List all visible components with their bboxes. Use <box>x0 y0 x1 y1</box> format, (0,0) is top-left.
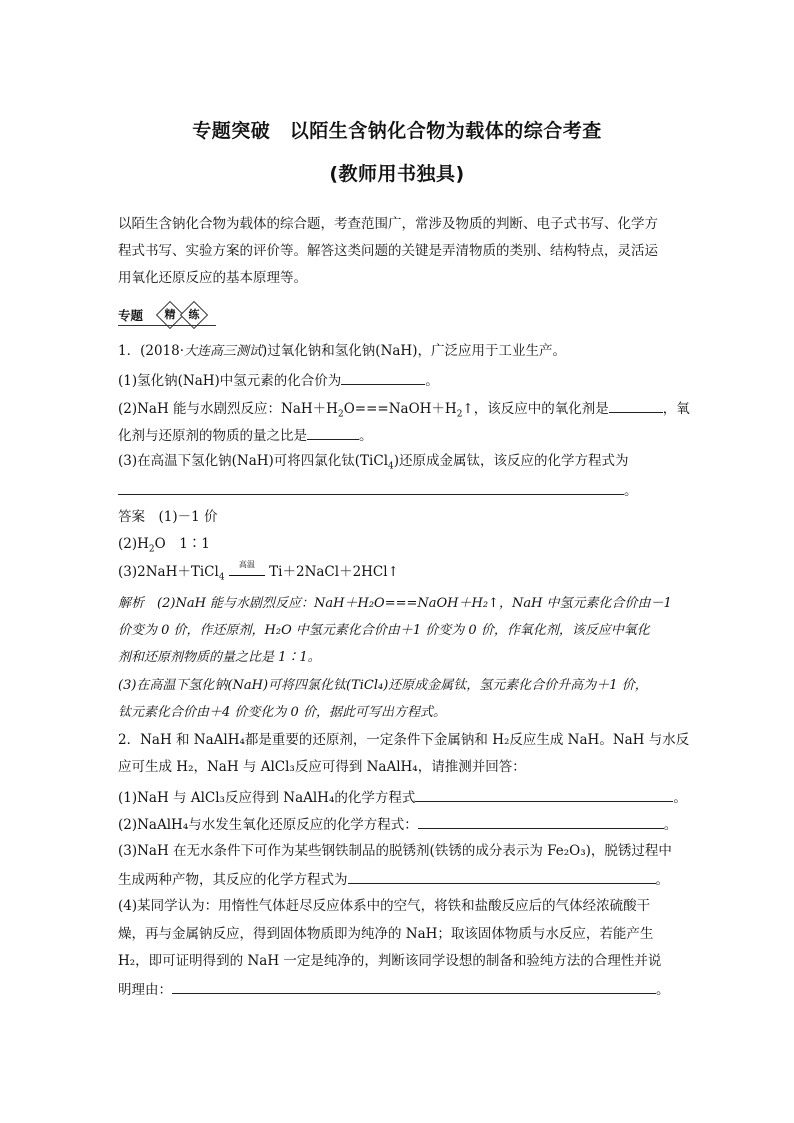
q1-stem: 1．(2018·大连高三测试)过氧化钠和氢化钠(NaH)，广泛应用于工业生产。 <box>118 343 566 359</box>
q2-part-3-cont: 生成两种产物，其反应的化学方程式为 。 <box>118 869 669 889</box>
page-subtitle: (教师用书独具) <box>329 163 465 185</box>
q2-stem-2: 应可生成 H₂，NaH 与 AlCl₃反应可得到 NaAlH₄，请推测并回答： <box>118 759 526 775</box>
answer-blank[interactable] <box>415 787 673 802</box>
answer-blank[interactable] <box>172 979 656 994</box>
q2-part-4-line-1: (4)某同学认为：用惰性气体赶尽反应体系中的空气，将铁和盐酸反应后的气体经浓硫酸干 <box>118 898 651 914</box>
explanation-label: 解析 <box>118 596 145 611</box>
q2-part-2: (2)NaAlH₄与水发生氧化还原反应的化学方程式： 。 <box>118 814 677 834</box>
intro-line-1: 以陌生含钠化合物为载体的综合题，考查范围广，常涉及物质的判断、电子式书写、化学方 <box>118 216 658 232</box>
q1-part-1: (1)氢化钠(NaH)中氢元素的化合价为 。 <box>118 370 439 390</box>
q1-explanation-4: (3)在高温下氢化钠(NaH)可将四氯化钛(TiCl₄)还原成金属钛，氢元素化合价升高为＋1 价， <box>118 678 648 693</box>
answer-blank[interactable] <box>307 425 359 440</box>
q1-explanation-1: 解析 (2)NaH 能与水剧烈反应：NaH＋H₂O===NaOH＋H₂↑，NaH 中氢元素化合价由－1 <box>118 596 672 611</box>
reaction-condition-arrow: 高温 <box>229 567 265 576</box>
intro-line-2: 程式书写、实验方案的评价等。解答这类问题的关键是弄清物质的类别、结构特点，灵活运 <box>118 243 658 259</box>
answer-blank[interactable] <box>118 480 624 495</box>
intro-line-3: 用氧化还原反应的基本原理等。 <box>118 270 307 286</box>
q2-part-4-line-3: H₂，即可证明得到的 NaH 一定是纯净的，判断该同学设想的制备和验纯方法的合理性并说 <box>118 953 662 969</box>
badge-tile-2: 练 <box>180 301 208 329</box>
badge-tile-1: 精 <box>156 301 184 329</box>
badge-rule <box>118 325 216 326</box>
q2-part-4-line-4: 明理由： 。 <box>118 979 670 999</box>
q2-part-1: (1)NaH 与 AlCl₃反应得到 NaAlH₄的化学方程式 。 <box>118 787 687 807</box>
q1-part-2-cont: 化剂与还原剂的物质的量之比是 。 <box>118 425 373 445</box>
q2-part-4-line-2: 燥，再与金属钠反应，得到固体物质即为纯净的 NaH；取该固体物质与水反应，若能产生 <box>118 926 654 942</box>
badge-label: 专题 <box>118 308 144 323</box>
page-title: 专题突破 以陌生含钠化合物为载体的综合考查 <box>192 120 602 142</box>
answer-blank[interactable] <box>348 869 656 884</box>
q1-explanation-5: 钛元素化合价由＋4 价变化为 0 价，据此可写出方程式。 <box>118 705 446 720</box>
section-badge <box>118 302 216 326</box>
q2-part-3: (3)NaH 在无水条件下可作为某些钢铁制品的脱锈剂(铁锈的成分表示为 Fe₂O₃)，脱锈过程中 <box>118 843 672 859</box>
answer-label: 答案 <box>118 509 145 525</box>
q1-answer-2: $(2)H_2O$ 1∶1 <box>118 536 210 555</box>
q1-answer-1: 答案 (1)－1 价 <box>118 509 218 525</box>
q1-part-2: (2)NaH 能与水剧烈反应：$NaH+H_2O===NaOH+H_2↑$，该反应中的氧化剂是 ，氧 <box>118 398 690 424</box>
q1-explanation-2: 价变为 0 价，作还原剂，H₂O 中氢元素化合价由＋1 价变为 0 价，作氧化剂，该反应中氧化 <box>118 623 650 638</box>
q1-part-3: (3)在高温下氢化钠(NaH)可将四氯化钛(TiCl$_4$)还原成金属钛，该反应的化学方程式为 <box>118 453 629 472</box>
q2-stem-1: 2．NaH 和 NaAlH₄都是重要的还原剂，一定条件下金属钠和 H₂反应生成 NaH。NaH 与水反 <box>118 732 690 748</box>
answer-blank[interactable] <box>609 398 663 413</box>
q1-part-3-blank: 。 <box>118 480 638 500</box>
q1-answer-3: (3)2NaH＋TiCl$_4$ 高温 Ti＋2NaCl＋2HCl↑ <box>118 560 399 583</box>
q1-explanation-3: 剂和还原剂物质的量之比是 1∶1。 <box>118 650 321 665</box>
answer-blank[interactable] <box>418 814 664 829</box>
answer-blank[interactable] <box>341 370 425 385</box>
